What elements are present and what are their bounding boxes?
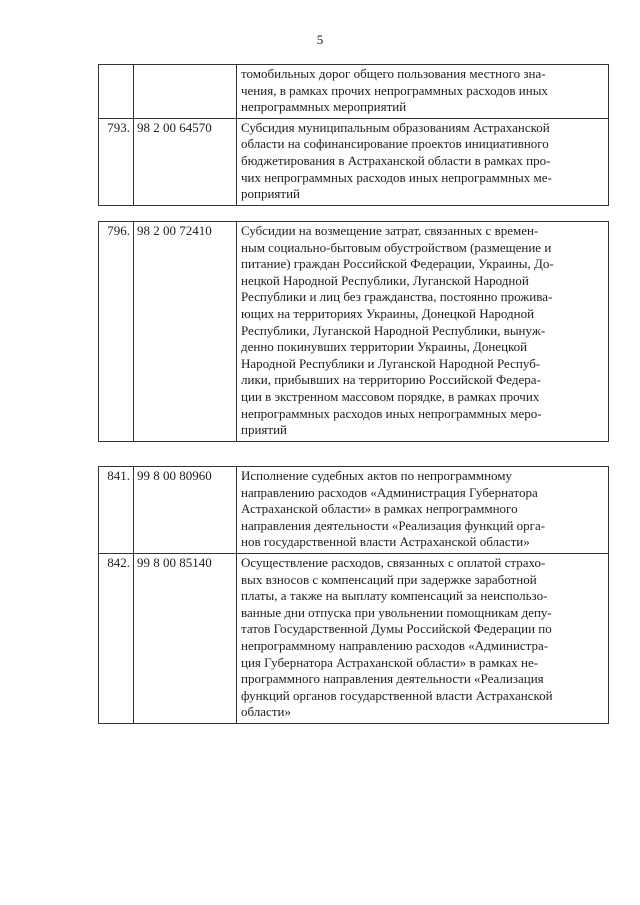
budget-code: 98 2 00 64570 bbox=[134, 118, 237, 205]
budget-table-1 bbox=[98, 64, 609, 206]
description-line: ным социально-бытовым обустройством (размещение и bbox=[241, 239, 552, 255]
budget-code: 99 8 00 80960 bbox=[134, 467, 237, 554]
description-line: непрограммных мероприятий bbox=[241, 99, 407, 115]
description-line: непрограммному направлению расходов «Администра- bbox=[241, 637, 549, 653]
description-line: платы, а также на выплату компенсаций за неиспользо- bbox=[241, 588, 548, 604]
description-line: области на софинансирование проектов инициативного bbox=[241, 136, 549, 152]
row-number bbox=[99, 65, 134, 119]
row-description bbox=[237, 65, 609, 119]
description-line: области» bbox=[241, 704, 291, 720]
row-description bbox=[237, 118, 609, 205]
table-row bbox=[99, 222, 609, 442]
description-line: питание) граждан Российской Федерации, Украины, До- bbox=[241, 256, 554, 272]
row-description bbox=[237, 467, 609, 554]
description-line: ция Губернатора Астраханской области» в рамках не- bbox=[241, 654, 539, 670]
description-line: татов Государственной Думы Российской Федерации по bbox=[241, 621, 552, 637]
row-number: 793. bbox=[99, 118, 134, 205]
description-line: вых взносов с компенсаций при задержке заработной bbox=[241, 571, 537, 587]
description-line: приятий bbox=[241, 422, 287, 438]
description-line: чения, в рамках прочих непрограммных расходов иных bbox=[241, 82, 548, 98]
row-description bbox=[237, 222, 609, 442]
page-number: 5 bbox=[316, 32, 324, 47]
description-line: Республики, Луганской Народной Республики, вынуж- bbox=[241, 322, 546, 338]
description-line: Астраханской области» в рамках непрограммного bbox=[241, 501, 518, 517]
table-row bbox=[99, 118, 609, 205]
description-line: направлению расходов «Администрация Губернатора bbox=[241, 484, 538, 500]
budget-code: 98 2 00 72410 bbox=[134, 222, 237, 442]
row-description bbox=[237, 553, 609, 723]
description-line: нов государственной власти Астраханской области» bbox=[241, 534, 530, 550]
description-line: непрограммных расходов иных непрограммных меро- bbox=[241, 405, 542, 421]
description-line: ванные дни отпуска при увольнении помощникам депу- bbox=[241, 604, 552, 620]
description-line: ции в экстренном массовом порядке, в рамках прочих bbox=[241, 388, 540, 404]
budget-table-3 bbox=[98, 466, 609, 724]
description-line: Исполнение судебных актов по непрограммному bbox=[241, 468, 513, 483]
budget-table-2 bbox=[98, 221, 609, 442]
description-line: роприятий bbox=[241, 186, 300, 202]
table-row bbox=[99, 553, 609, 723]
description-line: Субсидия муниципальным образованиям Астраханской bbox=[241, 119, 550, 135]
description-line: Народной Республики и Луганской Народной Респуб- bbox=[241, 355, 541, 371]
description-line: лики, прибывших на территорию Российской Федера- bbox=[241, 372, 541, 388]
description-line: Республики и лиц без гражданства, постоянно прожива- bbox=[241, 289, 553, 305]
description-line: бюджетирования в Астраханской области в рамках про- bbox=[241, 152, 551, 168]
table-row bbox=[99, 467, 609, 554]
description-line: Осуществление расходов, связанных с оплатой страхо- bbox=[241, 554, 546, 570]
description-line: томобильных дорог общего пользования местного зна- bbox=[241, 66, 546, 81]
description-line: денно покинувших территории Украины, Донецкой bbox=[241, 339, 528, 355]
description-line: программного направления деятельности «Реализация bbox=[241, 671, 544, 687]
description-line: чих непрограммных расходов иных непрограммных ме- bbox=[241, 169, 552, 185]
budget-code: 99 8 00 85140 bbox=[134, 553, 237, 723]
table-row bbox=[99, 65, 609, 119]
description-line: функций органов государственной власти Астраханской bbox=[241, 687, 553, 703]
description-line: направления деятельности «Реализация функций орга- bbox=[241, 517, 546, 533]
budget-code bbox=[134, 65, 237, 119]
row-number: 841. bbox=[99, 467, 134, 554]
description-line: ющих на территориях Украины, Донецкой Народной bbox=[241, 305, 535, 321]
row-number: 796. bbox=[99, 222, 134, 442]
row-number: 842. bbox=[99, 553, 134, 723]
description-line: Субсидии на возмещение затрат, связанных с времен- bbox=[241, 223, 539, 238]
description-line: нецкой Народной Республики, Луганской Народной bbox=[241, 272, 529, 288]
